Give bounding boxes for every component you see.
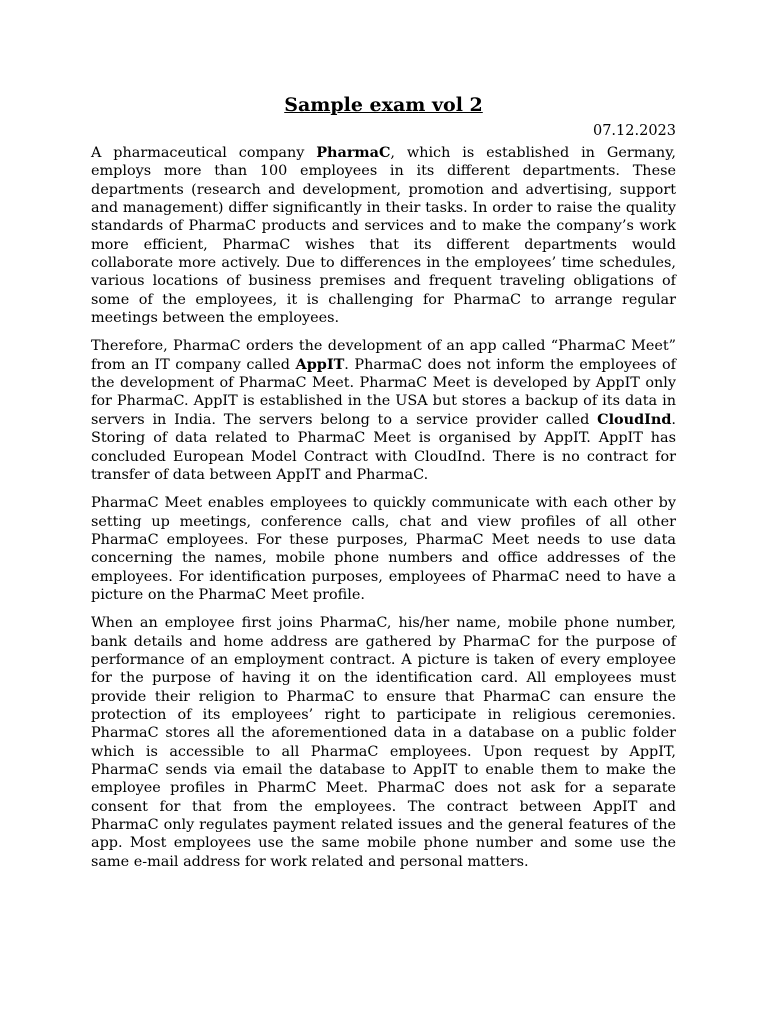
company-name-cloudind: CloudInd bbox=[597, 410, 672, 428]
paragraph-3 bbox=[91, 494, 676, 604]
paragraph-2 bbox=[91, 337, 676, 484]
document-page bbox=[91, 92, 676, 881]
document-date: 07.12.2023 bbox=[592, 123, 676, 139]
paragraph-1 bbox=[91, 144, 676, 327]
company-name-pharmac: PharmaC bbox=[316, 144, 391, 161]
text-run: . Storing of data related to PharmaC Meet is organised by AppIT. AppIT has concluded European Model Contract with CloudInd. There is no contract for transfer of data between AppIT and PharmaC. bbox=[91, 411, 676, 483]
company-name-appit: AppIT bbox=[295, 355, 345, 373]
document-title: Sample exam vol 2 bbox=[284, 94, 483, 116]
text-run: Therefore, PharmaC orders the development of an app called “PharmaC Meet” from an IT company called bbox=[91, 338, 676, 373]
text-run: , which is established in Germany, employs more than 100 employees in its different departments. These departments (research and development, promotion and advertising, support and management) differ significantly in their tasks. In order to raise the quality standards of PharmaC products and services and to make the company’s work more efficient, PharmaC wishes that its different departments would collaborate more actively. Due to differences in the employees’ time schedules, various locations of business premises and frequent traveling obligations of some of the employees, it is challenging for PharmaC to arrange regular meetings between the employees. bbox=[91, 145, 676, 327]
text-run: . PharmaC does not inform the employees of the development of PharmaC Meet. PharmaC Meet is developed by AppIT only for PharmaC. AppIT is established in the USA but stores a backup of its data in servers in India. The servers belong to a service provider called bbox=[91, 356, 676, 428]
paragraph-4 bbox=[91, 614, 676, 871]
text-run: A pharmaceutical company bbox=[91, 145, 317, 161]
text-run: When an employee first joins PharmaC, his/her name, mobile phone number, bank details and home address are gathered by PharmaC for the purpose of performance of an employment contract. A picture is taken of every employee for the purpose of having it on the identification card. All employees must provide their religion to PharmaC to ensure that PharmaC can ensure the protection of its employees’ right to participate in religious ceremonies. PharmaC stores all the aforementioned data in a database on a public folder which is accessible to all PharmaC employees. Upon request by AppIT, PharmaC sends via email the database to AppIT to enable them to make the employee profiles in PharmC Meet. PharmaC does not ask for a separate consent for that from the employees. The contract between AppIT and PharmaC only regulates payment related issues and the general features of the app. Most employees use the same mobile phone number and some use the same e-mail address for work related and personal matters. bbox=[91, 615, 676, 870]
text-run: PharmaC Meet enables employees to quickly communicate with each other by setting up meetings, conference calls, chat and view profiles of all other PharmaC employees. For these purposes, PharmaC Meet needs to use data concerning the names, mobile phone numbers and office addresses of the employees. For identification purposes, employees of PharmaC need to have a picture on the PharmaC Meet profile. bbox=[91, 495, 676, 603]
